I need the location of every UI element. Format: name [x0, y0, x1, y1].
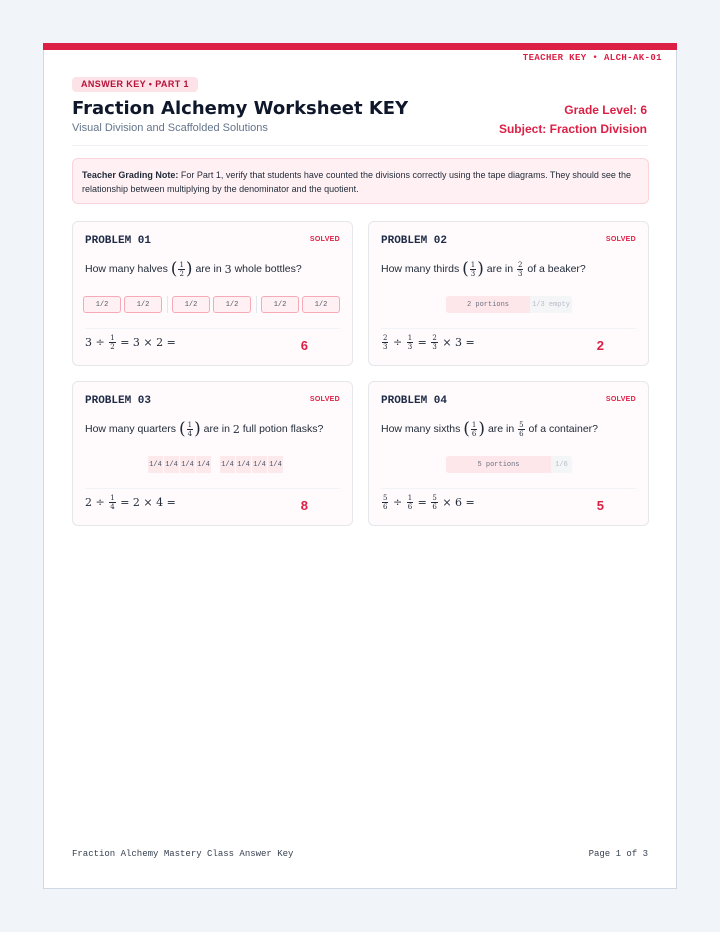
tape-segment: 1/4 [164, 456, 179, 473]
question-text: are in [486, 263, 514, 275]
paren-close: ) [185, 259, 193, 279]
question-fraction [518, 421, 524, 438]
fraction-numerator: 1 [110, 334, 115, 342]
tape-segment: 1/2 [261, 296, 299, 313]
problem-title: PROBLEM 02 [381, 235, 448, 247]
problem-question [85, 420, 323, 438]
answer-value: 2 [596, 338, 604, 353]
solved-badge: SOLVED [605, 236, 636, 243]
question-text: How many halves [85, 263, 168, 275]
equation-text: 2 ÷ [85, 496, 105, 509]
fraction-numerator: 5 [519, 420, 524, 429]
question-text: full potion flasks? [242, 423, 324, 435]
solution-equation: $\frac{5}{6}$ ÷ $\frac{1}{6}$ = $\frac{5}{6}$ × 6 = [383, 494, 475, 511]
fraction-numerator: 2 [383, 334, 388, 342]
equation-fraction [407, 334, 413, 351]
subject-label: Subject: Fraction Division [498, 122, 647, 136]
solution-equation [85, 494, 176, 511]
solution-equation: $\frac{2}{3}$ ÷ $\frac{1}{3}$ = $\frac{2}{3}$ × 3 = [383, 334, 475, 351]
question-fraction [178, 261, 184, 278]
fraction-denominator: 6 [407, 503, 413, 511]
paren-open: ( [462, 259, 469, 279]
paren-open: ( [463, 419, 470, 439]
card-divider [381, 488, 636, 489]
equation-text: = 3 × 2 = [120, 336, 176, 349]
fraction-numerator: 2 [517, 260, 523, 269]
question-text: are in [487, 423, 515, 435]
equation-text: × 6 = [442, 496, 475, 509]
fraction-numerator: 5 [383, 494, 388, 502]
problem-title: PROBLEM 03 [85, 395, 152, 407]
tape-diagram [446, 456, 572, 473]
tape-empty: 1/3 empty [530, 296, 572, 313]
footer-title: Fraction Alchemy Mastery Class Answer Key [72, 849, 294, 859]
fraction-numerator: 5 [432, 494, 437, 502]
solved-badge: SOLVED [309, 236, 340, 243]
tape-separator [167, 296, 168, 313]
fraction-numerator: 1 [179, 260, 184, 269]
equation-fraction [407, 494, 413, 511]
card-divider [381, 328, 636, 329]
tape-segment: 1/4 [196, 456, 211, 473]
problem-card-03 [72, 381, 353, 526]
grading-note [72, 158, 649, 204]
fraction-numerator: 1 [407, 494, 413, 502]
worksheet-page [43, 43, 677, 889]
grading-note-text: For Part 1, verify that students have counted the divisions correctly using the tape diagrams. They should see the relationship between multiplying by the denominator and the quotient. [82, 170, 631, 194]
page-number: Page 1 of 3 [588, 849, 648, 859]
paren-open: ( [178, 419, 186, 439]
grading-note-label: Teacher Grading Note: [82, 170, 179, 180]
tape-segment: 1/4 [180, 456, 195, 473]
answer-key-badge: ANSWER KEY • PART 1 [72, 77, 198, 92]
problem-title: PROBLEM 01 [85, 235, 152, 247]
equation-fraction [382, 334, 388, 351]
tape-segment: 1/4 [268, 456, 283, 473]
fraction-numerator: 1 [470, 260, 476, 269]
question-text: How many quarters [85, 423, 177, 435]
tape-filled: 5 portions [446, 456, 551, 473]
problem-card-01 [72, 221, 353, 366]
equation-fraction [109, 494, 115, 511]
problem-question [85, 260, 302, 278]
tape-separator [256, 296, 257, 313]
fraction-denominator: 4 [187, 429, 193, 438]
fraction-numerator: 1 [187, 420, 193, 429]
equation-fraction [431, 494, 437, 511]
tape-diagram [446, 296, 572, 313]
page-title: Fraction Alchemy Worksheet KEY [72, 98, 409, 119]
accent-bar [43, 43, 677, 50]
fraction-numerator: 1 [110, 494, 115, 502]
solved-badge: SOLVED [605, 396, 636, 403]
question-number: 2 [232, 422, 240, 436]
tape-segment: 1/4 [252, 456, 267, 473]
fraction-denominator: 2 [110, 343, 115, 351]
problem-card-04 [368, 381, 649, 526]
card-divider [85, 328, 340, 329]
tape-empty: 1/6 [551, 456, 572, 473]
tape-diagram [83, 296, 343, 313]
fraction-denominator: 3 [470, 269, 476, 278]
question-text: whole bottles? [234, 263, 302, 275]
equation-fraction [109, 334, 115, 351]
answer-value: 5 [596, 498, 604, 513]
problem-card-02 [368, 221, 649, 366]
question-text: How many sixths [381, 423, 461, 435]
tape-segment: 1/4 [236, 456, 251, 473]
solution-equation [85, 334, 176, 351]
answer-value: 6 [300, 338, 308, 353]
equation-text: 3 ÷ [85, 336, 105, 349]
header-divider [72, 145, 648, 146]
tape-segment: 1/4 [220, 456, 235, 473]
solved-badge: SOLVED [309, 396, 340, 403]
paren-close: ) [194, 419, 201, 439]
answer-value: 8 [300, 498, 308, 513]
fraction-denominator: 3 [517, 269, 523, 278]
fraction-denominator: 4 [110, 503, 115, 511]
question-text: of a beaker? [527, 263, 586, 275]
question-fraction [187, 421, 193, 438]
tape-segment: 1/2 [172, 296, 210, 313]
question-text: of a container? [528, 423, 598, 435]
tape-diagram [148, 456, 284, 473]
fraction-denominator: 3 [407, 343, 413, 351]
paren-close: ) [477, 259, 484, 279]
fraction-denominator: 3 [432, 343, 437, 351]
fraction-denominator: 3 [383, 343, 388, 351]
card-divider [85, 488, 340, 489]
fraction-numerator: 1 [471, 420, 477, 429]
tape-segment: 1/2 [302, 296, 340, 313]
tape-segment: 1/2 [124, 296, 162, 313]
fraction-denominator: 6 [471, 429, 477, 438]
paren-open: ( [170, 259, 178, 279]
problem-title: PROBLEM 04 [381, 395, 448, 407]
fraction-numerator: 2 [432, 334, 437, 342]
fraction-denominator: 6 [519, 429, 524, 438]
fraction-denominator: 6 [383, 503, 388, 511]
paren-close: ) [478, 419, 486, 439]
equation-fraction [431, 334, 437, 351]
question-text: are in [203, 423, 230, 435]
fraction-denominator: 2 [179, 269, 184, 278]
problem-question [381, 260, 586, 278]
tape-segment: 1/2 [213, 296, 251, 313]
question-fraction [517, 261, 523, 278]
page-subtitle: Visual Division and Scaffolded Solutions [72, 122, 268, 134]
equation-text: = 2 × 4 = [120, 496, 176, 509]
tape-segment: 1/2 [83, 296, 121, 313]
fraction-denominator: 6 [432, 503, 437, 511]
fraction-numerator: 1 [407, 334, 413, 342]
equation-fraction [382, 494, 388, 511]
question-number: 3 [224, 262, 232, 276]
question-fraction [470, 261, 476, 278]
question-text: are in [195, 263, 222, 275]
problem-question [381, 420, 598, 438]
teacher-key-code: TEACHER KEY • ALCH-AK-01 [522, 53, 662, 63]
question-text: How many thirds [381, 263, 460, 275]
tape-segment: 1/4 [148, 456, 163, 473]
grade-level: Grade Level: 6 [564, 103, 647, 117]
tape-filled: 2 portions [446, 296, 530, 313]
question-fraction [471, 421, 477, 438]
equation-text: × 3 = [442, 336, 475, 349]
